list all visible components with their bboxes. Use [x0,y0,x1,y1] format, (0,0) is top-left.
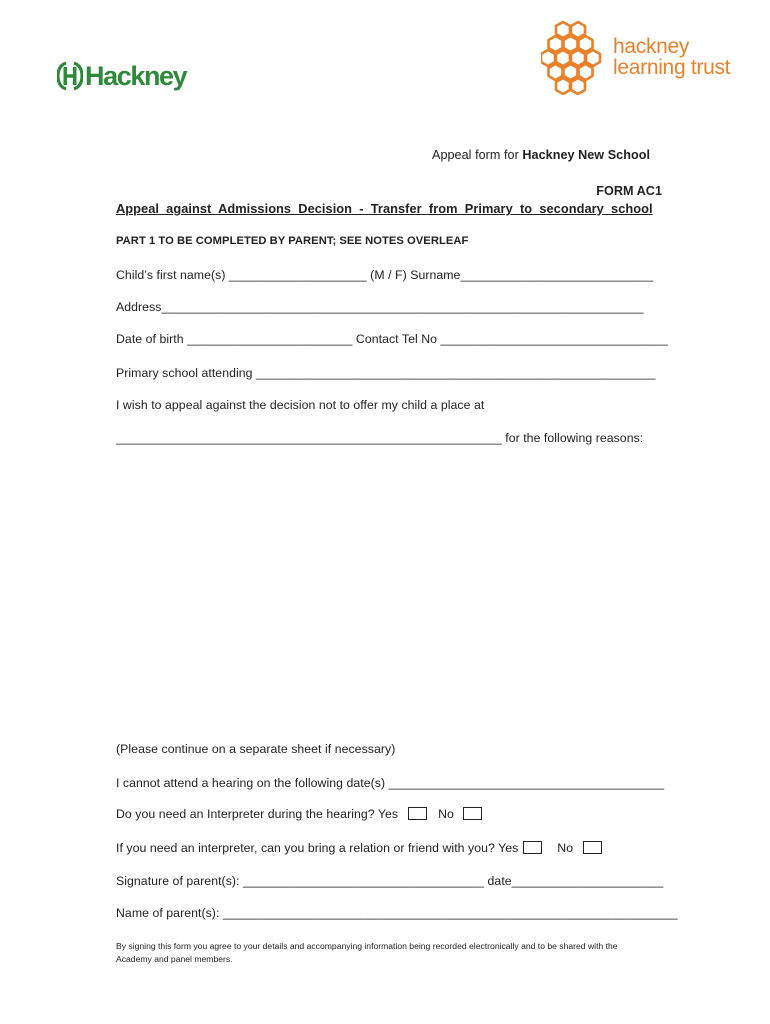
interpreter-question-text: Do you need an Interpreter during the hearing? Yes [116,807,399,821]
interpreter-no-label: No [438,807,454,821]
appeal-prefix: Appeal form for [432,148,523,162]
disclaimer [116,940,618,966]
reasons-area[interactable] [116,460,672,730]
dob-contact-field[interactable]: Date of birth ________________________ Contact Tel No _________________________________ [116,332,668,346]
relation-no-checkbox[interactable] [583,841,602,854]
signature-field[interactable]: Signature of parent(s): ___________________________________ date______________________ [116,874,664,888]
child-name-field[interactable]: Child’s first name(s) ____________________ (M / F) Surname____________________________ [116,268,654,282]
hackney-logo [57,61,186,91]
form-code: FORM AC1 [596,184,662,198]
continue-note: (Please continue on a separate sheet if necessary) [116,742,396,756]
disclaimer-line-2: Academy and panel members. [116,954,233,964]
address-field[interactable]: Address______________________________________________________________________ [116,300,644,314]
interpreter-question [116,807,482,821]
hlt-wordmark-line2: learning trust [613,56,731,79]
primary-school-field[interactable]: Primary school attending __________________________________________________________ [116,366,656,380]
interpreter-yes-checkbox[interactable] [408,807,427,820]
form-title: Appeal against Admissions Decision - Transfer from Primary to secondary school [116,201,653,216]
relation-question [116,841,602,855]
appeal-school-field[interactable]: ________________________________________________________ for the following reasons: [116,431,644,445]
hearing-dates-field[interactable]: I cannot attend a hearing on the following date(s) ________________________________________ [116,776,665,790]
honeycomb-icon [541,19,609,95]
disclaimer-line-1: By signing this form you agree to your details and accompanying information being recorded electronically and to be shared with the [116,941,618,951]
hackney-wordmark: Hackney [85,61,187,91]
hackney-learning-trust-logo [541,19,730,95]
hackney-h-mark-icon [57,61,83,91]
school-name: Hackney New School [522,148,650,162]
relation-question-text: If you need an interpreter, can you bring a relation or friend with you? Yes [116,841,519,855]
relation-yes-checkbox[interactable] [523,841,542,854]
appeal-form-for [432,148,650,162]
appeal-intro: I wish to appeal against the decision not to offer my child a place at [116,398,485,412]
interpreter-no-checkbox[interactable] [463,807,482,820]
parent-name-field[interactable]: Name of parent(s): __________________________________________________________________ [116,906,678,920]
relation-no-label: No [557,841,574,855]
part1-heading: PART 1 TO BE COMPLETED BY PARENT; SEE NOTES OVERLEAF [116,235,469,247]
hlt-wordmark-line1: hackney [613,35,690,58]
